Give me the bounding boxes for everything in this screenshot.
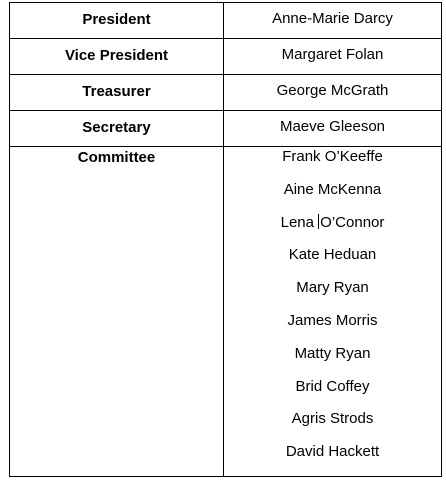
role-label: Treasurer (82, 83, 151, 100)
role-cell-committee[interactable] (10, 147, 224, 477)
officer-name: George McGrath (276, 82, 389, 99)
committee-member: Agris Strods (291, 410, 374, 428)
name-cell-committee[interactable] (224, 147, 442, 477)
role-label: Vice President (64, 47, 169, 64)
role-cell-treasurer[interactable] (10, 75, 224, 111)
committee-member-with-cursor (224, 214, 441, 247)
member-name-part: Lena (280, 213, 319, 231)
committee-member: Brid Coffey (295, 377, 370, 395)
name-cell-vice-president[interactable] (224, 39, 442, 75)
committee-member: Frank O’Keeffe (282, 148, 383, 165)
officers-table (9, 2, 442, 477)
committee-member: Matty Ryan (294, 344, 371, 362)
role-cell-vice-president[interactable] (10, 39, 224, 75)
officer-name: Anne-Marie Darcy (272, 10, 393, 27)
committee-member: David Hackett (285, 443, 380, 461)
name-cell-treasurer[interactable] (224, 75, 442, 111)
officer-name: Margaret Folan (281, 46, 384, 63)
table-row (10, 111, 442, 147)
table-row (10, 75, 442, 111)
table-row (10, 39, 442, 75)
table-row (10, 147, 442, 477)
officer-name: Maeve Gleeson (279, 118, 386, 135)
role-label: Secretary (82, 119, 151, 136)
table-row (10, 3, 442, 39)
role-label: President (82, 11, 151, 28)
committee-member: Kate Heduan (288, 246, 377, 264)
committee-member: James Morris (287, 311, 378, 329)
role-cell-secretary[interactable] (10, 111, 224, 147)
name-cell-president[interactable] (224, 3, 442, 39)
member-name-part: O’Connor (320, 213, 385, 231)
name-cell-secretary[interactable] (224, 111, 442, 147)
committee-member-list (224, 147, 441, 476)
committee-member: Mary Ryan (296, 279, 369, 297)
committee-member: Aine McKenna (283, 180, 382, 198)
role-cell-president[interactable] (10, 3, 224, 39)
role-label: Committee (77, 149, 156, 166)
